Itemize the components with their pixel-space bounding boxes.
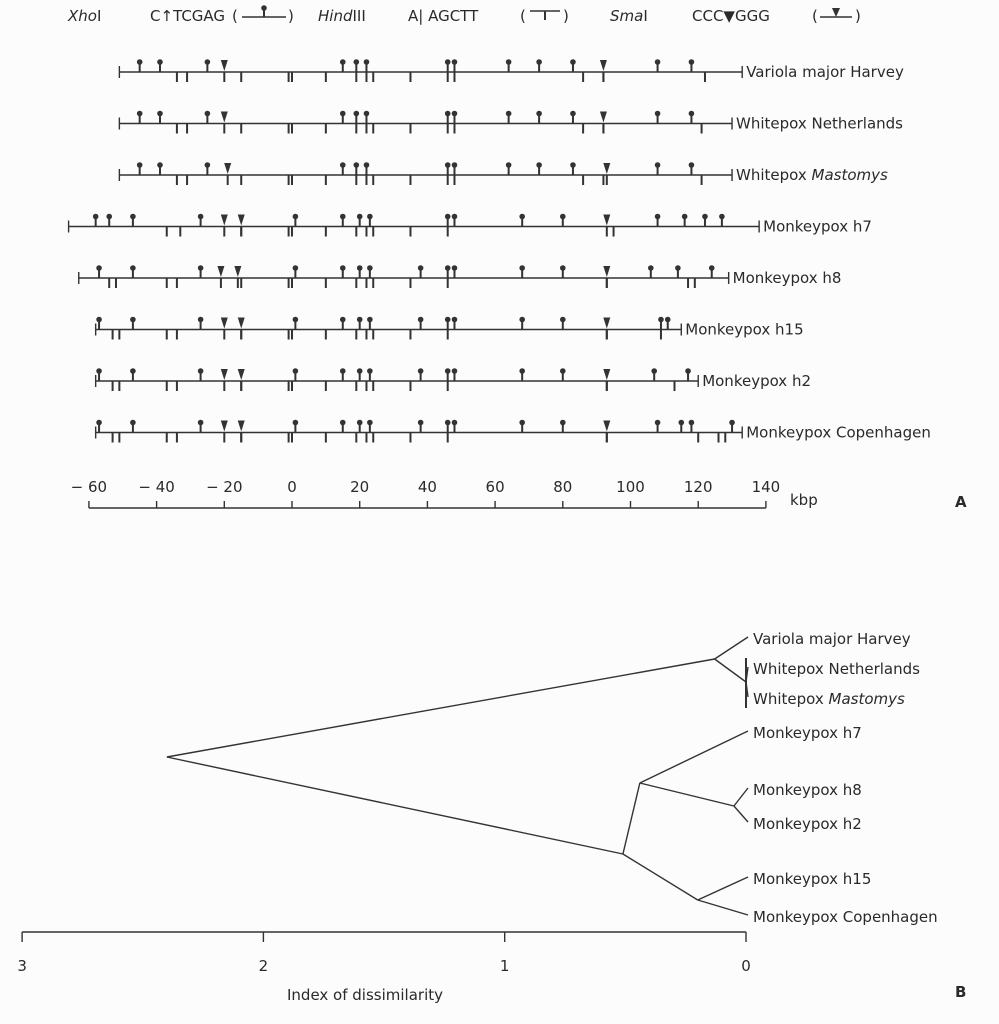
xhoi-site-head (519, 317, 525, 323)
xhoi-site-head (130, 420, 136, 426)
xhoi-site-head (452, 265, 458, 271)
xhoi-site-head (570, 59, 576, 65)
xhoi-site-head (655, 111, 661, 117)
xhoi-site-head (364, 111, 370, 117)
dendrogram (167, 630, 938, 926)
xhoi-site-head (685, 368, 691, 374)
xhoi-site-head (506, 162, 512, 168)
smai-site (224, 163, 231, 174)
dendrogram-branch (698, 877, 748, 900)
kbp-tick-label: 40 (417, 478, 437, 496)
smai-site (600, 112, 607, 123)
xhoi-site-head (418, 368, 424, 374)
dendrogram-branch (167, 659, 715, 757)
xhoi-site-head (689, 162, 695, 168)
smai-site (603, 215, 610, 226)
xhoi-site-head (130, 317, 136, 323)
xhoi-site-head (536, 111, 542, 117)
xhoi-site-head (519, 214, 525, 220)
xhoi-site-head (157, 162, 163, 168)
xhoi-site-head (445, 111, 451, 117)
map-row (69, 214, 872, 237)
strain-label: Whitepox Netherlands (736, 114, 903, 133)
xhoi-site-head (560, 265, 566, 271)
xhoi-site-head (445, 317, 451, 323)
xhoi-site-head (682, 214, 688, 220)
xhoi-site-head (205, 111, 211, 117)
xhoi-site-head (418, 265, 424, 271)
dendrogram-branch (623, 783, 640, 854)
kbp-tick-label: 80 (553, 478, 573, 496)
sma-triangle-icon (812, 7, 861, 25)
xhoi-site-head (205, 59, 211, 65)
xhoi-site-head (367, 317, 373, 323)
smai-site (238, 421, 245, 432)
dendrogram-branch (715, 659, 746, 682)
xhoi-site-head (452, 420, 458, 426)
xhoi-site-head (340, 214, 346, 220)
dissimilarity-tick-label: 1 (499, 957, 510, 975)
smai-site (221, 60, 228, 71)
smai-site (221, 215, 228, 226)
xhoi-site-head (357, 420, 363, 426)
xhoi-site-head (293, 265, 299, 271)
xhoi-site-head (130, 368, 136, 374)
xhoi-site-head (445, 368, 451, 374)
xhoi-site-head (418, 420, 424, 426)
xhoi-site-head (445, 265, 451, 271)
map-row (119, 59, 904, 82)
xhoi-site-head (96, 368, 102, 374)
xhoi-site-head (445, 162, 451, 168)
xhoi-site-head (198, 368, 204, 374)
xhoi-site-head (506, 59, 512, 65)
xhoi-site-head (655, 420, 661, 426)
xhoi-site-head (367, 265, 373, 271)
xhoi-site-head (354, 111, 360, 117)
xhoi-site-head (340, 317, 346, 323)
xhoi-site-head (452, 162, 458, 168)
leaf-label: Monkeypox h7 (753, 724, 862, 742)
xhoi-site-head (137, 162, 143, 168)
xhoi-site-head (357, 265, 363, 271)
kbp-scale-axis (71, 478, 781, 508)
kbp-tick-label: 60 (485, 478, 505, 496)
xhoi-site-head (655, 214, 661, 220)
leaf-label: Whitepox Netherlands (753, 660, 920, 678)
xhoi-site-head (452, 368, 458, 374)
hind-tick-icon (520, 7, 569, 25)
xhoi-site-head (729, 420, 735, 426)
dendrogram-branch (167, 757, 623, 854)
xhoi-site-head (367, 420, 373, 426)
leaf-label: Monkeypox h2 (753, 815, 862, 833)
xhoi-site-head (560, 368, 566, 374)
dissimilarity-tick-label: 0 (741, 957, 751, 975)
smai-site (221, 112, 228, 123)
dendrogram-branch (715, 637, 748, 659)
smai-site (603, 163, 610, 174)
xhoi-site-head (137, 59, 143, 65)
xhoi-site-head (689, 420, 695, 426)
dissimilarity-tick-label: 3 (17, 957, 27, 975)
svg-text:(: ( (520, 7, 526, 25)
kbp-unit-label: kbp (790, 491, 818, 509)
xhoi-site-head (137, 111, 143, 117)
xhoi-site-head (655, 162, 661, 168)
strain-label: Variola major Harvey (746, 63, 904, 81)
xhoi-site-head (340, 111, 346, 117)
smai-site (221, 421, 228, 432)
map-row (96, 420, 931, 443)
legend-smai (610, 7, 861, 25)
svg-text:(: ( (812, 7, 818, 25)
kbp-tick-label: − 40 (138, 478, 175, 496)
strain-label: Monkeypox h2 (702, 372, 812, 390)
xhoi-site-head (293, 317, 299, 323)
xho-pin-icon (232, 5, 294, 25)
panel-a-label: A (955, 493, 967, 511)
xhoi-site-head (93, 214, 99, 220)
xhoi-site-head (357, 214, 363, 220)
leaf-label: Monkeypox Copenhagen (753, 908, 938, 926)
xhoi-site-head (651, 368, 657, 374)
smai-site (600, 60, 607, 71)
smai-site (221, 369, 228, 380)
smai-site (603, 318, 610, 329)
leaf-label: Monkeypox h15 (753, 870, 872, 888)
xhoi-site-head (506, 111, 512, 117)
legend-xhoi (67, 5, 294, 25)
dendrogram-branch (623, 854, 698, 900)
dendrogram-branch (640, 731, 748, 783)
xhoi-site-head (96, 420, 102, 426)
kbp-tick-label: 140 (751, 478, 781, 496)
restriction-maps (69, 59, 931, 442)
xhoi-site-head (445, 214, 451, 220)
panel-b-label: B (955, 983, 967, 1001)
xhoi-site-head (96, 317, 102, 323)
xhoi-site-head (709, 265, 715, 271)
dendrogram-branch (698, 900, 748, 915)
xhoi-site-head (364, 59, 370, 65)
map-row (96, 317, 804, 340)
xhoi-site-head (340, 420, 346, 426)
xhoi-site-head (702, 214, 708, 220)
smai-site (238, 215, 245, 226)
svg-text:): ) (855, 7, 861, 25)
xhoi-site-head (198, 265, 204, 271)
recognition-site-xhoi: C↑TCGAG (150, 7, 226, 25)
xhoi-site-head (205, 162, 211, 168)
smai-site (603, 266, 610, 277)
xhoi-site-head (452, 214, 458, 220)
strain-label: Monkeypox Copenhagen (746, 423, 931, 442)
kbp-tick-label: 100 (616, 478, 645, 496)
xhoi-site-head (418, 317, 424, 323)
xhoi-site-head (198, 420, 204, 426)
xhoi-site-head (570, 162, 576, 168)
xhoi-site-head (689, 59, 695, 65)
legend (67, 5, 861, 25)
strain-label: Monkeypox h15 (685, 320, 804, 339)
kbp-tick-label: 0 (287, 478, 297, 496)
xhoi-site-head (675, 265, 681, 271)
xhoi-site-head (354, 162, 360, 168)
xhoi-site-head (452, 111, 458, 117)
legend-hindiii (318, 7, 569, 25)
xhoi-site-head (357, 368, 363, 374)
dissimilarity-axis-label: Index of dissimilarity (287, 986, 444, 1004)
xhoi-site-head (340, 265, 346, 271)
xhoi-site-head (106, 214, 112, 220)
xhoi-site-head (198, 317, 204, 323)
xhoi-site-head (357, 317, 363, 323)
xhoi-site-head (340, 59, 346, 65)
xhoi-site-head (340, 368, 346, 374)
xhoi-site-head (536, 59, 542, 65)
leaf-label: Variola major Harvey (753, 630, 911, 648)
smai-site (603, 369, 610, 380)
xhoi-site-head (560, 420, 566, 426)
xhoi-site-head (648, 265, 654, 271)
xhoi-site-head (519, 368, 525, 374)
xhoi-site-head (689, 111, 695, 117)
smai-site (603, 421, 610, 432)
map-row (119, 111, 903, 134)
xhoi-site-head (130, 214, 136, 220)
xhoi-site-head (560, 317, 566, 323)
kbp-tick-label: 20 (350, 478, 370, 496)
xhoi-site-head (293, 214, 299, 220)
dissimilarity-tick-label: 2 (258, 957, 269, 975)
xhoi-site-head (340, 162, 346, 168)
recognition-site-smai: CCC▼GGG (692, 7, 770, 25)
dissimilarity-axis (17, 932, 750, 975)
strain-label: Monkeypox h7 (763, 217, 872, 236)
svg-text:): ) (563, 7, 569, 25)
xhoi-site-head (367, 368, 373, 374)
xhoi-site-head (157, 59, 163, 65)
svg-text:(: ( (232, 7, 238, 25)
xhoi-site-head (519, 265, 525, 271)
smai-site (238, 369, 245, 380)
xhoi-site-head (293, 368, 299, 374)
xhoi-site-head (364, 162, 370, 168)
xhoi-site-head (130, 265, 136, 271)
leaf-label: Monkeypox h8 (753, 781, 862, 799)
map-row (79, 265, 842, 288)
dendrogram-branch (640, 783, 734, 806)
xhoi-site-head (519, 420, 525, 426)
xhoi-site-head (452, 317, 458, 323)
smai-site (234, 266, 241, 277)
xhoi-site-head (445, 420, 451, 426)
xhoi-site-head (452, 59, 458, 65)
xhoi-site-head (198, 214, 204, 220)
kbp-tick-label: 120 (683, 478, 713, 496)
xhoi-site-head (570, 111, 576, 117)
smai-site (238, 318, 245, 329)
xhoi-site-head (96, 265, 102, 271)
smai-site (221, 318, 228, 329)
enzyme-name-hindiii: HindIII (318, 7, 366, 25)
recognition-site-hindiii: A| AGCTT (408, 7, 479, 25)
kbp-tick-label: − 60 (70, 478, 108, 496)
xhoi-site-head (157, 111, 163, 117)
strain-label: Whitepox Mastomys (736, 166, 888, 184)
kbp-tick-label: − 20 (206, 478, 243, 496)
strain-label: Monkeypox h8 (732, 269, 842, 287)
xhoi-site-head (536, 162, 542, 168)
dendrogram-branch (734, 788, 748, 806)
xhoi-site-head (445, 59, 451, 65)
xhoi-site-head (354, 59, 360, 65)
xhoi-site-head (658, 317, 664, 323)
xhoi-site-head (293, 420, 299, 426)
xhoi-site-head (665, 317, 671, 323)
dendrogram-branch (734, 806, 748, 822)
map-row (119, 162, 888, 185)
enzyme-name-xhoi: XhoI (68, 7, 102, 25)
xhoi-site-head (655, 59, 661, 65)
xhoi-site-head (678, 420, 684, 426)
svg-text:): ) (288, 7, 294, 25)
enzyme-name-smai: SmaI (610, 7, 648, 25)
xhoi-site-head (367, 214, 373, 220)
xhoi-site-head (560, 214, 566, 220)
leaf-label: Whitepox Mastomys (753, 690, 905, 708)
smai-site (217, 266, 224, 277)
map-row (96, 368, 811, 391)
xhoi-site-head (719, 214, 725, 220)
